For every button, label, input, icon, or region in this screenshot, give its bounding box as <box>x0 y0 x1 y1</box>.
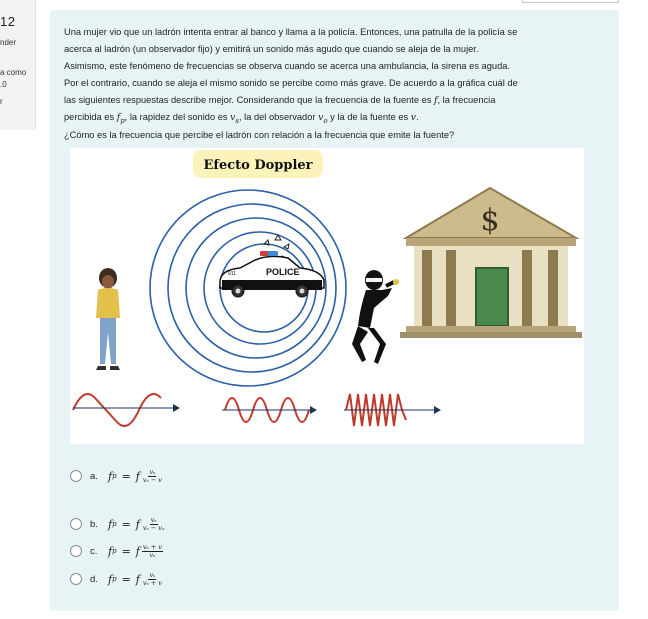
doppler-figure-svg <box>70 148 584 444</box>
answer-formula: f p = f $\frac{\text{vₛ}}{\text{vₛ + v}}$ <box>108 570 162 587</box>
dollar-sign-icon: $ <box>480 203 500 238</box>
siren-light <box>260 251 268 256</box>
question-info-line: nder <box>0 38 17 47</box>
question-text <box>64 24 604 130</box>
question-text-line: las siguientes respuestas describe mejor. Considerando que la frecuencia de la fuente es f, la frecuencia <box>64 95 496 106</box>
radio-button[interactable] <box>70 470 82 482</box>
police-car <box>220 251 324 297</box>
answer-option-a[interactable]: a. f p = f $\frac{\text{vₛ}}{\text{vₛ − v}}$ <box>70 466 163 486</box>
radio-button[interactable] <box>70 545 82 557</box>
answer-formula: f p = f $\frac{\text{vₛ}}{\text{vₛ − vₒ}}$ <box>108 515 165 532</box>
question-text-line: acerca al ladrón (un observador fijo) y emitirá un sonido más agudo que cuando se aleja de la mujer. <box>64 44 479 54</box>
woman-figure <box>96 268 120 370</box>
question-prompt: ¿Cómo es la frecuencia que percibe el ladrón con relación a la frecuencia que emite la fuente? <box>64 130 455 140</box>
answer-formula: f p = f $\frac{\text{vₛ + v}}{\text{vₛ}}$ <box>108 542 162 559</box>
answer-option-d[interactable]: d. f p = f $\frac{\text{vₛ}}{\text{vₛ + v}}$ <box>70 569 163 589</box>
police-label: POLICE <box>266 267 300 277</box>
question-info-line: a como <box>0 68 27 77</box>
question-text-line: Una mujer vio que un ladrón intenta entrar al banco y llama a la policía. Entonces, una patrulla de la policía se <box>64 27 518 37</box>
question-text-line: percibida es $f_p$, la rapidez del sonido es $v_s$, la del observador $v_o$ y la de la fuente es v. <box>64 112 419 125</box>
flag-question-link[interactable]: r <box>0 97 3 106</box>
top-nav-box <box>522 0 619 3</box>
answer-option-c[interactable]: c. f p = f $\frac{\text{vₛ + v}}{\text{vₛ}}$ <box>70 541 163 561</box>
figure-title: Efecto Doppler <box>203 158 313 173</box>
car-number: 911 <box>228 271 236 277</box>
question-text-line: Asimismo, este fenómeno de frecuencias se observa cuando se acerca una ambulancia, la sirena es aguda. <box>64 61 510 71</box>
thief-figure <box>352 270 399 364</box>
doppler-illustration <box>70 148 584 444</box>
bank-building <box>400 188 582 338</box>
question-text-line: Por el contrario, cuando se aleja el mismo sonido se percibe como más grave. De acuerdo a la gráfica cuál de <box>64 78 518 88</box>
question-info-line: .0 <box>0 80 7 89</box>
question-number: 12 <box>0 14 16 29</box>
radio-button[interactable] <box>70 518 82 530</box>
bank-door <box>476 268 508 326</box>
radio-button[interactable] <box>70 573 82 585</box>
answer-option-b[interactable]: b. f p = f $\frac{\text{vₛ}}{\text{vₛ − vₒ}}$ <box>70 514 165 534</box>
low-frequency-wave <box>73 394 161 426</box>
question-info-panel <box>0 0 36 130</box>
answer-formula: f p = f $\frac{\text{vₛ}}{\text{vₛ − v}}$ <box>108 467 162 484</box>
